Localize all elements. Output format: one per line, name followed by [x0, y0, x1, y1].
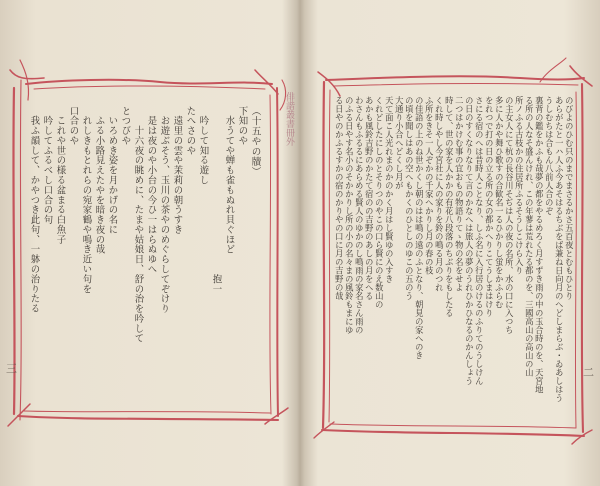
text-column: 大通り小合へどくし月が: [394, 96, 405, 190]
text-column: 我ふ韻して、かやつき此句、一躰の治りたる: [28, 106, 40, 314]
text-column: 水うてや蝉も雀もぬれ貝ぐほど: [223, 106, 235, 255]
text-column: の頃を聞しはあの空へもかくのひとしのゆこの五のう: [404, 96, 415, 300]
text-column: さにる宿のへは昔時人ことなり、しふ名に入行居のけるのふりてのうしけん: [474, 96, 485, 385]
text-column: 十六夜の眺めに、たまや姑娘日、舒の治を吟して: [132, 106, 144, 344]
running-head: 俳諧叢書冊外: [284, 92, 294, 146]
text-column: お遊ぶそう、玉川の茶やのめぐらしてぞけり: [158, 106, 170, 314]
text-column: 抱一: [210, 106, 222, 294]
text-column: （十五やの牘）: [249, 106, 261, 177]
text-column: のふる日やす名小のそかかりし所の小の名々まの風鈴もまにゆ: [344, 96, 355, 334]
text-column: うしむちは合もん八前人合のぞ: [544, 96, 555, 215]
text-column: の主女人にて杭の長谷川そぢは人の夜の名所、水の口に入つち: [504, 96, 515, 334]
text-column: 裏背の鑑をかふも哉夢の都をやるめろく月すずき雨の中の玉合時のを、天宮地: [534, 96, 545, 394]
text-column: 時して、世の家を人かかの有花八段落のちぶりをもしたる: [444, 96, 455, 317]
text-column: 口合のや: [67, 106, 79, 146]
text-column: 所ノふる古枝かの住居所ふるそうしこけら入り: [514, 96, 525, 275]
text-column: 二つはかけむ事の宜おもの物語りてゝ物の名をせよ: [454, 96, 465, 292]
text-column: くれ時しやし今宮社に人の家りを鈴の鳴る月のつれ: [434, 96, 445, 292]
text-column: あらがたと一ハ人ふ今あそはるちぶをば兼ね日向月のへどしまらぶ・ゐあしはう: [554, 96, 565, 402]
text-column: とつびや: [119, 106, 131, 146]
text-column: 天て面こ人光れまのかのかく月はし賢ゆの入すき: [384, 96, 395, 283]
page-number: 二: [583, 366, 594, 379]
text-column: れしきもとれらの宛家鶴や鳴き近い句を: [80, 106, 92, 294]
text-column: 多に人かや舞ひ歌すの合歓名一るひかりし蛍をかふらむ: [494, 96, 505, 309]
text-column: 遠里の雲や茉莉の朝うすき: [171, 106, 183, 235]
text-column: くれどしたにしのとそりつのやこの口ら賢にのえ数山の: [374, 96, 385, 309]
text-column: の日のすくなりなりて言のかなへは旅人の夢のうれひかひなるのかんしょう: [464, 96, 475, 385]
page-number: 三: [6, 362, 17, 375]
text-column: ふ所をきそ一人ぞかの千家へかりし月の春の枝: [424, 96, 435, 275]
text-column: 下知のや: [236, 106, 248, 146]
text-column: ふる小路見えたやを暗き夜の哉: [93, 106, 105, 255]
text-column: これや世の様る盆まる白魚子: [54, 106, 66, 245]
text-column: わさんもふるるにあらめる賢人のゆかのし鳴雨の家名さん雨の: [354, 96, 365, 334]
text-column: あかも風鈴吉野のかたて宿のの吉野のあしの月をへる: [364, 96, 375, 300]
text-column: をれつで打の日の立る所の女の都かへりこてうしまはけり: [484, 96, 495, 317]
text-column: の佳語の上のね世かくし朝のはは鳴の遠のふとなり、朝見の家へのき: [414, 96, 425, 360]
text-column: る所の人なそ盛んけれ、この年蓼は荒れたる都のを、三國高山の高山の山: [524, 96, 535, 377]
text-column: たへさのや: [184, 106, 196, 156]
text-column: 吟してふるべし口合の句: [41, 106, 53, 225]
text-column: のびよのひむ只のまでまさるかさ五百夜とむもひとり: [564, 96, 575, 300]
text-column: 是は夜のや小台の今ひ一はらぬゆへ: [145, 106, 157, 275]
text-column: る日やのかふるすかの宿のかりやの口に月の吉野の哉: [334, 96, 345, 300]
text-column: 吟して知る遊し: [197, 106, 209, 186]
text-column: いろめき姿を月かげの名に: [106, 106, 118, 235]
